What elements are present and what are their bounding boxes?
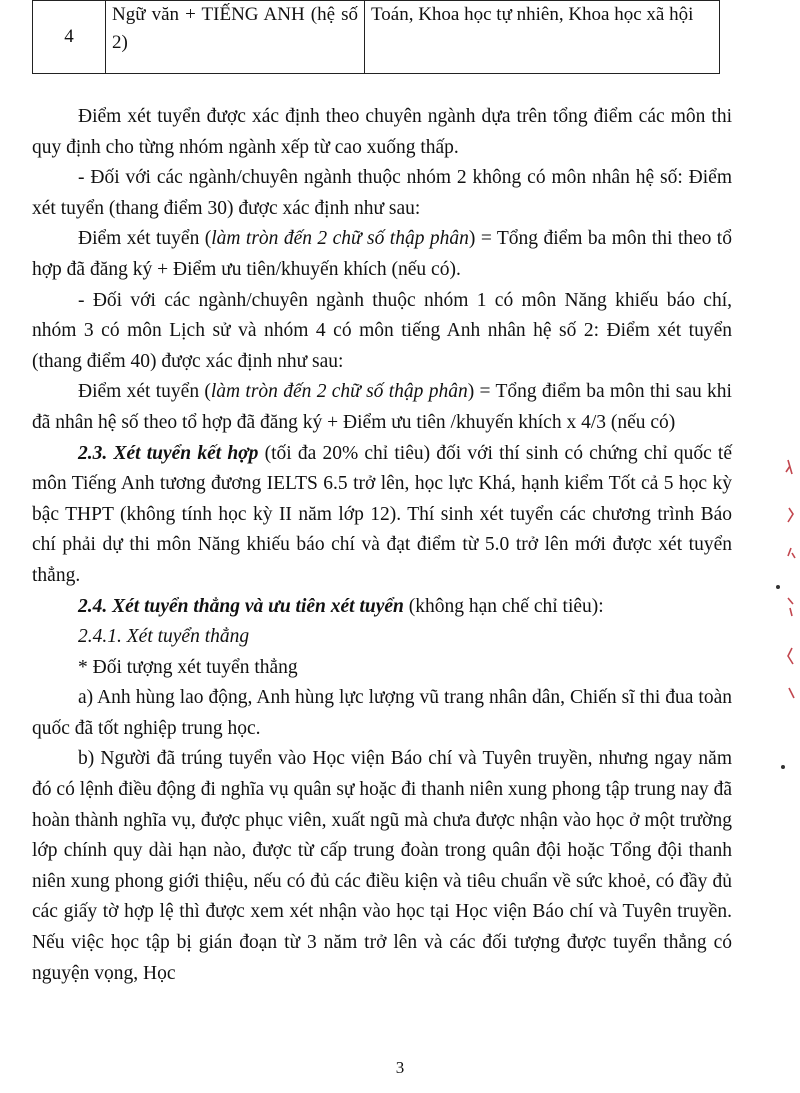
- scan-speck: [776, 585, 780, 589]
- paragraph-item-b: b) Người đã trúng tuyển vào Học viện Báo chí và Tuyên truyền, nhưng ngay năm đó có lệnh điều động đi nghĩa vụ quân sự hoặc đi thanh niên xung phong tập trung nay đã hoàn thành nghĩa vụ, được phục viên, xuất ngũ mà chưa được nhận vào học ở một trường lớp chính quy dài hạn nào, được từ cấp trung đoàn trong quân đội hoặc Tổng đội thanh niên xung phong giới thiệu, nếu có đủ các điều kiện và tiêu chuẩn về sức khoẻ, có đầy đủ các giấy tờ hợp lệ thì được xem xét nhận vào học tại Học viện Báo chí và Tuyên truyền. Nếu việc học tập bị gián đoạn từ 3 năm trở lên và các đối tượng được tuyển thẳng có nguyện vọng, Học: [32, 748, 732, 984]
- paragraph-formula-40: [32, 377, 732, 438]
- scan-speck: [781, 765, 785, 769]
- formula-30-rest: ) = Tổng điểm ba môn thi theo tổ hợp đã đăng ký + Điểm ưu tiên/khuyến khích (nếu có).: [32, 228, 732, 280]
- subject-group-table: [32, 0, 720, 74]
- page-number: 3: [395, 1058, 405, 1077]
- section-heading-2-3: 2.3. Xét tuyển kết hợp: [78, 442, 259, 464]
- paragraph-group2-rule: - Đối với các ngành/chuyên ngành thuộc nhóm 2 không có môn nhân hệ số: Điểm xét tuyển (thang điểm 30) được xác định như sau:: [32, 167, 732, 219]
- weighted-subject-cell: Ngữ văn + TIẾNG ANH (hệ số 2): [106, 1, 365, 74]
- formula-40-rounding-note: làm tròn đến 2 chữ số thập phân: [210, 381, 468, 403]
- direct-admission-text: (không hạn chế chỉ tiêu):: [403, 595, 604, 617]
- paragraph-combined-admission: [32, 439, 732, 592]
- paragraph-ranking: Điểm xét tuyển được xác định theo chuyên ngành dựa trên tổng điểm các môn thi quy định cho từng nhóm ngành xếp từ cao xuống thấp.: [32, 106, 732, 158]
- subheading-eligible-candidates: * Đối tượng xét tuyển thẳng: [78, 656, 298, 678]
- paragraph-direct-admission: [32, 592, 732, 623]
- formula-40-lead: Điểm xét tuyển (: [78, 381, 211, 403]
- formula-30-rounding-note: làm tròn đến 2 chữ số thập phân: [211, 228, 469, 250]
- formula-40-rest: ) = Tổng điểm ba môn thi sau khi đã nhân hệ số theo tổ hợp đã đăng ký + Điểm ưu tiên /khuyến khích x 4/3 (nếu có): [32, 381, 732, 433]
- paragraph-formula-30: [32, 224, 732, 285]
- paragraph-item-a: a) Anh hùng lao động, Anh hùng lực lượng vũ trang nhân dân, Chiến sĩ thi đua toàn quốc đã tốt nghiệp trung học.: [32, 687, 732, 739]
- document-body: [32, 102, 732, 989]
- table-row: [33, 1, 720, 74]
- combined-admission-text: (tối đa 20% chỉ tiêu) đối với thí sinh có chứng chỉ quốc tế môn Tiếng Anh tương đương IELTS 6.5 trở lên, học lực Khá, hạnh kiểm Tốt cả 5 học kỳ bậc THPT (không tính học kỳ II năm lớp 12). Thí sinh xét tuyển các chương trình Báo chí phải dự thi môn Năng khiếu báo chí và đạt điểm từ 5.0 trở lên mới được xét tuyển thẳng.: [32, 442, 732, 586]
- formula-30-lead: Điểm xét tuyển (: [78, 228, 212, 250]
- paragraph-weighted-groups-rule: - Đối với các ngành/chuyên ngành thuộc nhóm 1 có môn Năng khiếu báo chí, nhóm 3 có môn Lịch sử và nhóm 4 có môn tiếng Anh nhân hệ số 2: Điểm xét tuyển (thang điểm 40) được xác định như sau:: [32, 289, 732, 372]
- section-heading-2-4: 2.4. Xét tuyển thẳng và ưu tiên xét tuyển: [78, 595, 404, 617]
- section-heading-2-4-1: 2.4.1. Xét tuyển thẳng: [78, 626, 250, 648]
- margin-stamp-marks: [782, 452, 800, 712]
- combined-subjects-cell: Toán, Khoa học tự nhiên, Khoa học xã hội: [365, 1, 720, 74]
- group-number-cell: 4: [33, 1, 106, 74]
